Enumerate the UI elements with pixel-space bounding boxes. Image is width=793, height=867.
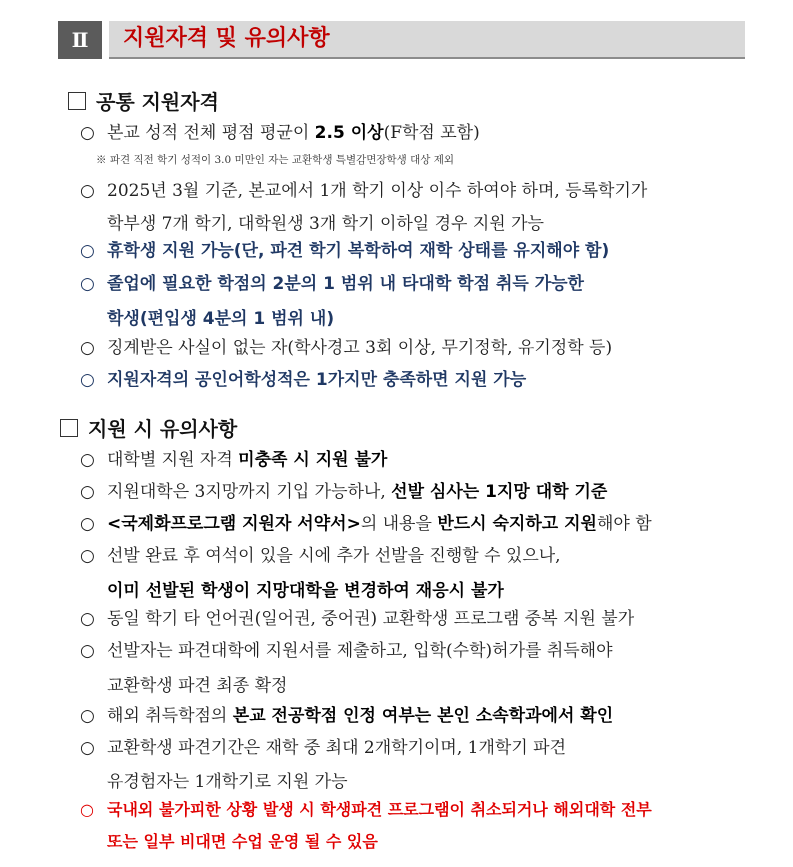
checkbox-square-icon [68, 92, 86, 110]
bullet-circle-icon: ○ [80, 450, 95, 470]
list-item: ○ <국제화프로그램 지원자 서약서>의 내용을 반드시 숙지하고 지원해야 함 [80, 514, 652, 534]
footnote: ※ 파견 직전 학기 성적이 3.0 미만인 자는 교환학생 특별감면장학생 대상 제외 [96, 154, 455, 166]
list-item: ○ 징계받은 사실이 없는 자(학사경고 3회 이상, 무기정학, 유기정학 등) [80, 338, 613, 358]
bullet-circle-icon: ○ [80, 706, 95, 726]
list-item: ○ 대학별 지원 자격 미충족 시 지원 불가 [80, 450, 388, 470]
list-item: ○ 동일 학기 타 언어권(일어권, 중어권) 교환학생 프로그램 중복 지원 불가 [80, 609, 635, 629]
list-item: ○ 휴학생 지원 가능(단, 파견 학기 복학하여 재학 상태를 유지해야 함) [80, 241, 610, 261]
bullet-circle-icon: ○ [80, 738, 95, 758]
bullet-circle-icon: ○ [80, 123, 95, 143]
list-item: ○ 국내외 불가피한 상황 발생 시 학생파견 프로그램이 취소되거나 해외대학 전부 [80, 800, 652, 819]
list-item-continuation: 이미 선발된 학생이 지망대학을 변경하여 재응시 불가 [107, 581, 504, 601]
list-item: ○ 선발 완료 후 여석이 있을 시에 추가 선발을 진행할 수 있으나, [80, 546, 561, 566]
common-heading-label: 공통 지원자격 [96, 90, 219, 114]
bullet-circle-icon: ○ [80, 370, 95, 390]
bullet-circle-icon: ○ [80, 546, 95, 566]
list-item: ○ 본교 성적 전체 평점 평균이 2.5 이상(F학점 포함) [80, 123, 480, 143]
bullet-circle-icon: ○ [80, 181, 95, 201]
list-item: ○ 선발자는 파견대학에 지원서를 제출하고, 입학(수학)허가를 취득해야 [80, 641, 613, 661]
section-header [58, 21, 745, 59]
bullet-circle-icon: ○ [80, 274, 95, 294]
list-item: ○ 교환학생 파견기간은 재학 중 최대 2개학기이며, 1개학기 파견 [80, 738, 566, 758]
common-heading [68, 86, 219, 115]
bullet-circle-icon: ○ [80, 514, 95, 534]
section-title-bar [109, 21, 745, 59]
list-item-continuation: 학부생 7개 학기, 대학원생 3개 학기 이하일 경우 지원 가능 [107, 214, 544, 234]
section-number-badge: Ⅱ [58, 21, 102, 59]
list-item: ○ 지원자격의 공인어학성적은 1가지만 충족하면 지원 가능 [80, 370, 527, 390]
bullet-circle-icon: ○ [80, 482, 95, 502]
list-item-continuation: 학생(편입생 4분의 1 범위 내) [107, 309, 335, 329]
bullet-circle-icon: ○ [80, 609, 95, 629]
list-item: ○ 해외 취득학점의 본교 전공학점 인정 여부는 본인 소속학과에서 확인 [80, 706, 614, 726]
list-item: ○ 2025년 3월 기준, 본교에서 1개 학기 이상 이수 하여야 하며, 등록학기가 [80, 181, 648, 201]
checkbox-square-icon [60, 419, 78, 437]
cautions-heading [60, 413, 237, 442]
list-item: ○ 졸업에 필요한 학점의 2분의 1 범위 내 타대학 학점 취득 가능한 [80, 274, 584, 294]
cautions-heading-label: 지원 시 유의사항 [88, 417, 238, 441]
section-title: 지원자격 및 유의사항 [123, 26, 330, 51]
list-item-continuation: 유경험자는 1개학기로 지원 가능 [107, 772, 348, 792]
list-item: ○ 지원대학은 3지망까지 기입 가능하나, 선발 심사는 1지망 대학 기준 [80, 482, 608, 502]
list-item-continuation: 또는 일부 비대면 수업 운영 될 수 있음 [107, 832, 378, 851]
bullet-circle-icon: ○ [80, 800, 94, 819]
bullet-circle-icon: ○ [80, 641, 95, 661]
bullet-circle-icon: ○ [80, 241, 95, 261]
bullet-circle-icon: ○ [80, 338, 95, 358]
list-item-continuation: 교환학생 파견 최종 확정 [107, 676, 288, 696]
